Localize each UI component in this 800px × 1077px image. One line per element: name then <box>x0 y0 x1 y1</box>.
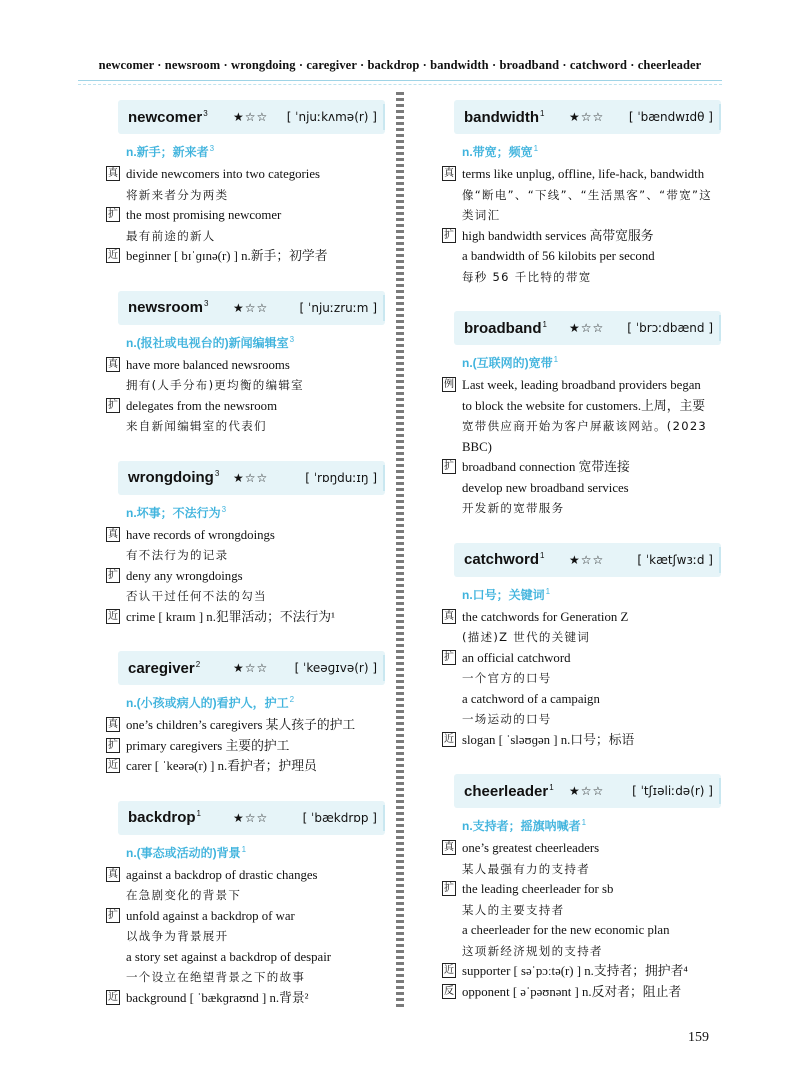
example-line <box>100 967 385 988</box>
headword <box>454 320 547 337</box>
example-line <box>436 164 721 185</box>
headword <box>118 469 219 486</box>
example-text: carer [ ˈkeərə(r) ] n.看护者；护理员 <box>126 759 317 773</box>
definition <box>462 586 721 603</box>
definition-text: n.支持者；摇旗呐喊者 <box>462 819 581 833</box>
label-badge: 真 <box>108 358 118 370</box>
label-badge: 真 <box>108 719 118 730</box>
example-line <box>436 607 721 628</box>
example-line <box>100 164 385 185</box>
star-rating: ★☆☆ <box>233 810 269 825</box>
phonetic: [ ˈrɒŋduːɪŋ ] <box>305 470 377 485</box>
definition-superscript: 1 <box>533 144 539 153</box>
label-badge: 真 <box>444 842 454 853</box>
headword <box>118 660 200 677</box>
example-line <box>436 982 721 1003</box>
example-text: slogan [ ˈsləʊɡən ] n.口号；标语 <box>462 732 635 747</box>
example-line <box>100 396 385 417</box>
entry-newsroom <box>100 291 385 437</box>
example-line <box>436 457 721 478</box>
example-text: to block the website for customers.上周，主要 <box>462 398 706 413</box>
example-text: against a backdrop of drastic changes <box>126 867 318 882</box>
phonetic: [ ˈnjuːzruːm ] <box>299 300 377 315</box>
example-line <box>100 545 385 566</box>
phonetic: [ ˈnjuːkʌmə(r) ] <box>286 110 377 124</box>
headword <box>118 299 208 316</box>
example-text: a bandwidth of 56 kilobits per second <box>462 249 655 263</box>
example-text: 来自新闻编辑室的代表们 <box>126 419 267 433</box>
example-line <box>436 267 721 288</box>
entry-broadband <box>436 311 721 519</box>
definition <box>126 844 385 861</box>
header-rule <box>78 80 722 81</box>
definition <box>126 694 385 711</box>
example-line <box>436 859 721 880</box>
example-text: a story set against a backdrop of despair <box>126 949 332 964</box>
example-text: crime [ kraɪm ] n.犯罪活动；不法行为¹ <box>126 609 335 624</box>
headword-text: catchword <box>464 551 540 568</box>
example-line <box>436 185 721 206</box>
headword <box>454 109 544 126</box>
example-text: 拥有(人手分布)更均衡的编辑室 <box>126 378 304 392</box>
example-line <box>436 961 721 982</box>
label-badge: 扩 <box>108 909 118 921</box>
example-line <box>100 736 385 757</box>
example-text: one’s greatest cheerleaders <box>462 841 600 855</box>
example-line <box>436 416 721 437</box>
example-text: (描述)Z 世代的关键词 <box>462 630 591 644</box>
label-badge: 近 <box>108 760 118 771</box>
example-line <box>436 730 721 751</box>
example-text: deny any wrongdoings <box>126 568 243 583</box>
label-badge: 近 <box>444 965 454 976</box>
example-line <box>436 709 721 730</box>
example-line <box>436 498 721 519</box>
example-text: an official catchword <box>462 650 571 665</box>
example-line <box>436 838 721 859</box>
example-text: 将新来者分为两类 <box>126 187 229 202</box>
example-text: Last week, leading broadband providers began <box>462 378 701 392</box>
headword-box <box>118 461 385 495</box>
headword-box <box>454 543 721 577</box>
definition-text: n.(互联网的)宽带 <box>462 356 553 370</box>
example-line <box>436 246 721 267</box>
headword <box>118 809 201 826</box>
example-line <box>100 586 385 607</box>
running-header: newcomer · newsroom · wrongdoing · caregiver · backdrop · bandwidth · broadband · catchword · cheerleader <box>98 58 702 72</box>
label-badge: 近 <box>444 733 454 745</box>
star-rating: ★☆☆ <box>233 661 269 675</box>
example-text: opponent [ əˈpəʊnənt ] n.反对者；阻止者 <box>462 984 682 999</box>
header-rule-dashed <box>78 84 722 85</box>
label-badge: 真 <box>108 868 118 880</box>
phonetic: [ ˈkeəɡɪvə(r) ] <box>294 661 377 675</box>
label-badge: 真 <box>108 528 118 540</box>
label-badge: 真 <box>444 610 454 622</box>
example-text: the catchwords for Generation Z <box>462 609 629 624</box>
phonetic: [ ˈbrɔːdbænd ] <box>627 321 713 335</box>
example-line <box>100 566 385 587</box>
frequency-superscript: 1 <box>542 319 547 329</box>
phonetic: [ ˈbækdrɒp ] <box>302 810 377 825</box>
star-rating: ★☆☆ <box>569 321 605 335</box>
definition <box>126 143 385 160</box>
example-text: 有不法行为的记录 <box>126 548 229 562</box>
example-text: 像“断电”、“下线”、“生活黑客”、“带宽”这 <box>462 187 713 202</box>
headword-box <box>454 100 721 134</box>
phonetic: [ ˈbændwɪdθ ] <box>628 110 713 124</box>
headword-text: newsroom <box>128 299 204 316</box>
star-rating: ★☆☆ <box>233 300 269 315</box>
entry-wrongdoing <box>100 461 385 628</box>
example-text: have more balanced newsrooms <box>126 357 290 372</box>
example-line <box>100 988 385 1009</box>
headword-text: bandwidth <box>464 108 539 126</box>
headword-box <box>454 774 721 808</box>
definition-superscript: 3 <box>289 334 295 344</box>
headword-box <box>118 291 385 325</box>
definition <box>126 334 385 351</box>
definition <box>462 143 721 160</box>
definition <box>462 354 721 371</box>
label-badge: 真 <box>444 168 454 179</box>
example-line <box>100 226 385 247</box>
frequency-superscript: 3 <box>204 299 209 308</box>
definition <box>126 504 385 521</box>
example-text: broadband connection 宽带连接 <box>462 460 630 474</box>
headword-box <box>118 651 385 685</box>
example-line <box>100 355 385 376</box>
example-text: primary caregivers 主要的护工 <box>126 738 290 753</box>
frequency-superscript: 1 <box>549 782 554 792</box>
example-line <box>436 941 721 962</box>
phonetic: [ ˈkætʃwɜːd ] <box>637 552 713 567</box>
example-line <box>436 396 721 417</box>
frequency-superscript: 1 <box>196 809 201 818</box>
star-rating: ★☆☆ <box>569 784 605 798</box>
label-badge: 例 <box>444 379 454 390</box>
example-text: 一个官方的口号 <box>462 671 552 685</box>
headword-text: cheerleader <box>464 782 549 800</box>
label-badge: 真 <box>108 168 118 179</box>
headword-box <box>118 801 385 835</box>
example-text: 每秒 56 千比特的带宽 <box>462 269 592 284</box>
definition-text: n.(报社或电视台的)新闻编辑室 <box>126 335 289 350</box>
frequency-superscript: 1 <box>540 551 545 560</box>
example-text: 宽带供应商开始为客户屏蔽该网站。(2023 <box>462 419 708 433</box>
definition-superscript: 1 <box>581 818 587 827</box>
example-text: 在急剧变化的背景下 <box>126 888 242 902</box>
example-text: 类词汇 <box>462 208 501 222</box>
definition-superscript: 1 <box>241 844 247 854</box>
frequency-superscript: 3 <box>203 108 208 118</box>
example-line <box>100 525 385 546</box>
definition-superscript: 1 <box>545 586 551 596</box>
star-rating: ★☆☆ <box>569 110 605 124</box>
label-badge: 扩 <box>108 569 118 581</box>
label-badge: 扩 <box>444 883 454 894</box>
example-text: 这项新经济规划的支持者 <box>462 943 603 958</box>
definition-text: n.(事态或活动的)背景 <box>126 845 241 860</box>
example-line <box>436 879 721 900</box>
definition-superscript: 1 <box>553 355 559 364</box>
example-text: unfold against a backdrop of war <box>126 908 295 923</box>
headword <box>118 109 208 126</box>
example-text: supporter [ səˈpɔːtə(r) ] n.支持者；拥护者⁴ <box>462 964 688 978</box>
example-line <box>436 226 721 247</box>
headword-text: backdrop <box>128 809 196 826</box>
example-line <box>436 437 721 458</box>
label-badge: 近 <box>108 250 118 261</box>
definition-superscript: 3 <box>209 144 215 153</box>
example-line <box>436 648 721 669</box>
example-line <box>100 926 385 947</box>
example-line <box>436 375 721 396</box>
example-text: beginner [ bɪˈɡɪnə(r) ] n.新手；初学者 <box>126 249 328 263</box>
example-text: develop new broadband services <box>462 480 629 495</box>
example-line <box>100 756 385 777</box>
example-text: a cheerleader for the new economic plan <box>462 923 670 937</box>
example-line <box>100 375 385 396</box>
example-line <box>436 668 721 689</box>
headword <box>454 551 544 568</box>
label-badge: 反 <box>444 985 454 997</box>
example-line <box>100 185 385 206</box>
definition-superscript: 3 <box>221 504 227 514</box>
example-line <box>436 627 721 648</box>
example-text: 一场运动的口号 <box>462 712 552 726</box>
example-text: BBC) <box>462 439 492 454</box>
example-text: background [ ˈbækɡraʊnd ] n.背景² <box>126 990 309 1005</box>
example-line <box>436 205 721 226</box>
example-line <box>100 885 385 906</box>
definition-text: n.口号；关键词 <box>462 587 545 602</box>
example-line <box>100 906 385 927</box>
column-divider <box>396 92 404 1010</box>
entry-newcomer <box>100 100 385 267</box>
example-line <box>100 607 385 628</box>
example-line <box>436 920 721 941</box>
label-badge: 扩 <box>444 461 454 472</box>
frequency-superscript: 1 <box>540 108 545 118</box>
label-badge: 扩 <box>444 651 454 663</box>
example-line <box>100 715 385 736</box>
example-text: one’s children’s caregivers 某人孩子的护工 <box>126 718 356 732</box>
star-rating: ★☆☆ <box>233 110 269 124</box>
definition-text: n.坏事；不法行为 <box>126 505 221 520</box>
headword-text: caregiver <box>128 659 195 677</box>
entry-bandwidth <box>436 100 721 287</box>
headword-text: newcomer <box>128 108 203 126</box>
headword-text: broadband <box>464 319 542 337</box>
example-line <box>100 246 385 267</box>
star-rating: ★☆☆ <box>569 552 605 567</box>
example-text: 否认干过任何不法的勾当 <box>126 589 267 603</box>
frequency-superscript: 2 <box>195 659 201 669</box>
example-text: the most promising newcomer <box>126 208 282 222</box>
example-text: divide newcomers into two categories <box>126 167 321 181</box>
right-column <box>436 100 721 1026</box>
entry-backdrop <box>100 801 385 1009</box>
headword <box>454 783 554 800</box>
label-badge: 扩 <box>108 739 118 751</box>
page-number: 159 <box>688 1030 709 1045</box>
entry-cheerleader <box>436 774 721 1002</box>
label-badge: 扩 <box>108 209 118 220</box>
example-text: 一个设立在绝望背景之下的故事 <box>126 970 306 984</box>
example-text: the leading cheerleader for sb <box>462 882 614 896</box>
left-column <box>100 100 385 1032</box>
example-text: 以战争为背景展开 <box>126 929 229 943</box>
definition-text: n.带宽；频宽 <box>462 145 533 159</box>
label-badge: 近 <box>108 610 118 622</box>
frequency-superscript: 3 <box>214 469 220 478</box>
headword-box <box>454 311 721 345</box>
example-text: 某人最强有力的支持者 <box>462 861 590 876</box>
star-rating: ★☆☆ <box>233 470 269 485</box>
example-text: a catchword of a campaign <box>462 691 600 706</box>
example-text: 开发新的宽带服务 <box>462 501 565 515</box>
example-line <box>100 205 385 226</box>
phonetic: [ ˈtʃɪəliːdə(r) ] <box>632 784 713 798</box>
headword-box <box>118 100 385 134</box>
example-text: high bandwidth services 高带宽服务 <box>462 228 654 243</box>
definition-superscript: 2 <box>289 695 295 704</box>
label-badge: 扩 <box>444 229 454 241</box>
example-line <box>436 478 721 499</box>
headword-text: wrongdoing <box>128 469 214 486</box>
definition-text: n.新手；新来者 <box>126 145 209 159</box>
example-line <box>436 900 721 921</box>
definition-text: n.(小孩或病人的)看护人，护工 <box>126 696 289 710</box>
label-badge: 近 <box>108 991 118 1003</box>
entry-caregiver <box>100 651 385 777</box>
example-line <box>100 416 385 437</box>
label-badge: 扩 <box>108 399 118 411</box>
example-line <box>100 947 385 968</box>
example-line <box>100 865 385 886</box>
example-text: delegates from the newsroom <box>126 398 278 413</box>
entry-catchword <box>436 543 721 751</box>
example-text: have records of wrongdoings <box>126 527 275 542</box>
example-text: 某人的主要支持者 <box>462 902 565 917</box>
example-text: 最有前途的新人 <box>126 228 216 243</box>
definition <box>462 817 721 834</box>
example-line <box>436 689 721 710</box>
example-text: terms like unplug, offline, life-hack, bandwidth <box>462 167 705 181</box>
